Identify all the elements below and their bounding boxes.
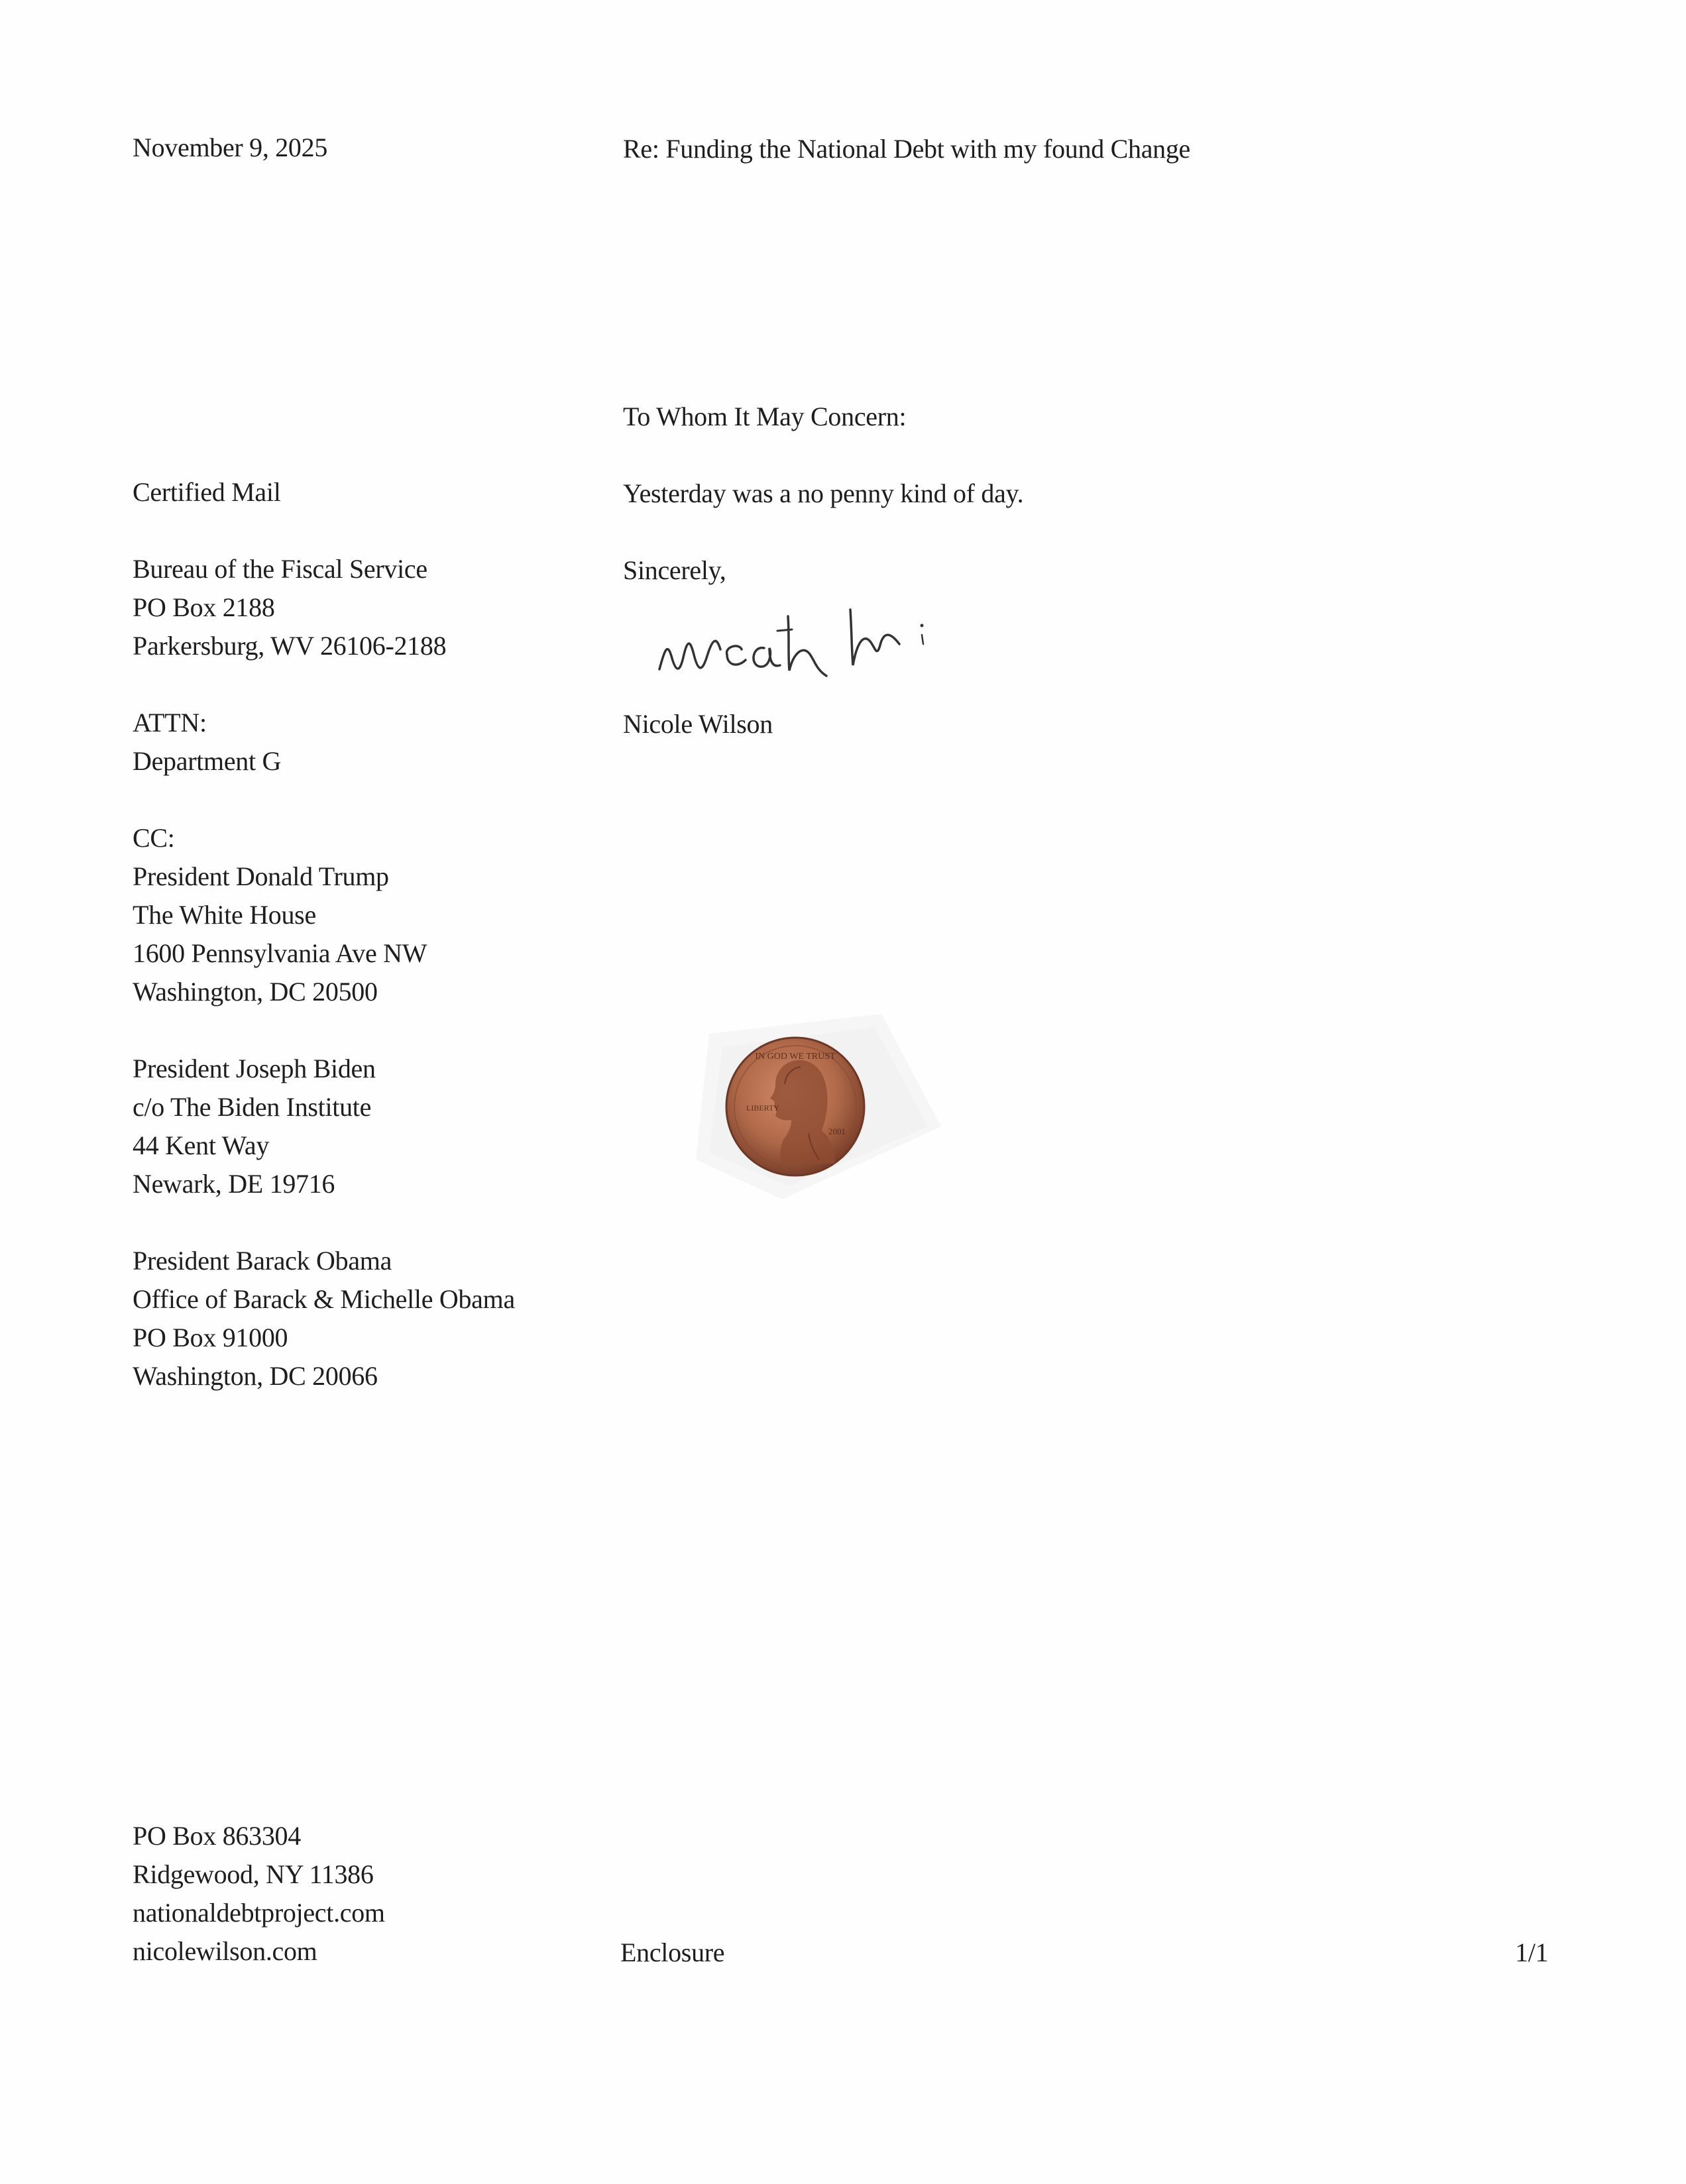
address-line: Washington, DC 20500 [133,977,378,1007]
cc-label: CC: [133,823,175,853]
handwritten-signature [653,596,997,689]
address-line: Bureau of the Fiscal Service [133,554,427,584]
letter-subject: Re: Funding the National Debt with my found Change [623,134,1190,164]
penny-coin [722,1034,868,1179]
address-line: President Donald Trump [133,861,389,891]
address-line: Parkersburg, WV 26106-2188 [133,631,447,661]
website-link: nicolewilson.com [133,1936,317,1966]
sender-address [133,1817,385,1971]
page-number: 1/1 [1515,1938,1549,1967]
closing: Sincerely, [623,555,726,585]
salutation: To Whom It May Concern: [623,402,907,431]
attention-line [133,704,281,781]
recipient-address [133,550,446,665]
address-line: Newark, DE 19716 [133,1169,335,1199]
address-line: PO Box 91000 [133,1323,288,1352]
address-line: President Barack Obama [133,1246,392,1276]
cc-address-obama [133,1242,515,1395]
address-line: Washington, DC 20066 [133,1361,378,1391]
address-line: Ridgewood, NY 11386 [133,1859,374,1889]
attn-department: Department G [133,746,282,776]
address-line: 44 Kent Way [133,1130,270,1160]
address-line: 1600 Pennsylvania Ave NW [133,938,427,968]
penny-motto: IN GOD WE TRUST [755,1052,836,1062]
enclosure-note: Enclosure [620,1938,725,1967]
website-link: nationaldebtproject.com [133,1898,385,1928]
signer-name: Nicole Wilson [623,709,773,739]
address-line: PO Box 2188 [133,592,275,622]
penny-year: 2001 [828,1126,846,1136]
letter-date: November 9, 2025 [133,133,328,162]
cc-address-trump [133,857,427,1011]
cc-address-biden [133,1050,376,1203]
address-line: Office of Barack & Michelle Obama [133,1284,515,1314]
address-line: c/o The Biden Institute [133,1092,372,1122]
address-line: The White House [133,900,316,930]
penny-inscription: LIBERTY [746,1103,779,1113]
attn-label: ATTN: [133,708,207,737]
address-line: President Joseph Biden [133,1054,376,1083]
letter-body: Yesterday was a no penny kind of day. [623,478,1024,508]
mail-method: Certified Mail [133,477,281,507]
address-line: PO Box 863304 [133,1821,301,1851]
